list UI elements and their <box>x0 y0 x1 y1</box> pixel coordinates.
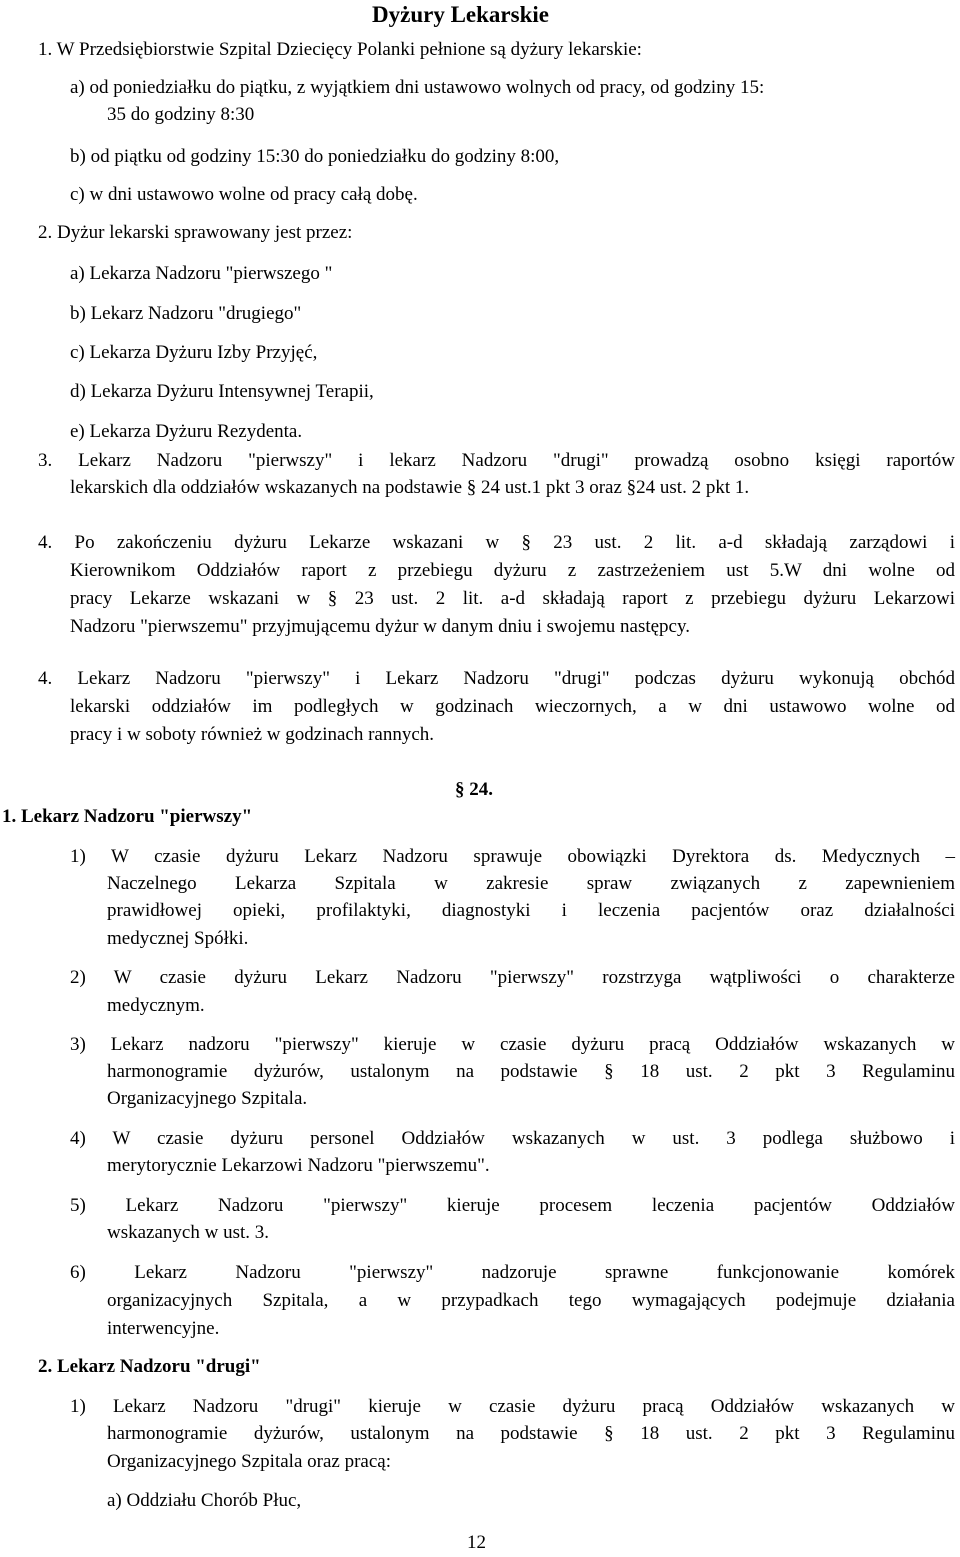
list-item-continuation: harmonogramie dyżurów, ustalonym na podstawie § 18 ust. 2 pkt 3 Regulaminu <box>107 1061 955 1082</box>
list-item: d) Lekarza Dyżuru Intensywnej Terapii, <box>70 381 374 402</box>
paragraph-line: 4. Lekarz Nadzoru "pierwszy" i Lekarz Nadzoru "drugi" podczas dyżuru wykonują obchód <box>38 668 955 689</box>
paragraph-line: lekarskich dla oddziałów wskazanych na podstawie § 24 ust.1 pkt 3 oraz §24 ust. 2 pkt 1. <box>70 477 750 498</box>
list-item-continuation: harmonogramie dyżurów, ustalonym na podstawie § 18 ust. 2 pkt 3 Regulaminu <box>107 1423 955 1444</box>
paragraph-line: 3. Lekarz Nadzoru "pierwszy" i lekarz Nadzoru "drugi" prowadzą osobno księgi raportów <box>38 450 955 471</box>
list-item: a) Lekarza Nadzoru "pierwszego " <box>70 263 333 284</box>
subheading-supervisor-first: 1. Lekarz Nadzoru "pierwszy" <box>2 806 253 827</box>
section-2-intro: 2. Dyżur lekarski sprawowany jest przez: <box>38 222 353 243</box>
paragraph-line: Kierownikom Oddziałów raport z przebiegu dyżuru z zastrzeżeniem ust 5.W dni wolne od <box>70 560 955 581</box>
list-item-continuation: merytorycznie Lekarzowi Nadzoru "pierwszemu". <box>107 1155 490 1176</box>
list-item-continuation: organizacyjnych Szpitala, a w przypadkach tego wymagających podejmuje działania <box>107 1290 955 1311</box>
paragraph-line: lekarski oddziałów im podległych w godzinach wieczornych, a w dni ustawowo wolne od <box>70 696 955 717</box>
list-item: b) od piątku od godziny 15:30 do poniedziałku do godziny 8:00, <box>70 146 560 167</box>
list-item-continuation: medycznej Spółki. <box>107 928 249 949</box>
list-item: c) w dni ustawowo wolne od pracy całą dobę. <box>70 184 418 205</box>
list-item: 1) W czasie dyżuru Lekarz Nadzoru sprawuje obowiązki Dyrektora ds. Medycznych – <box>70 846 955 867</box>
list-item-continuation: interwencyjne. <box>107 1318 220 1339</box>
list-item: 5) Lekarz Nadzoru "pierwszy" kieruje procesem leczenia pacjentów Oddziałów <box>70 1195 955 1216</box>
list-item-continuation: 35 do godziny 8:30 <box>107 104 255 125</box>
list-item: c) Lekarza Dyżuru Izby Przyjęć, <box>70 342 318 363</box>
list-item-continuation: wskazanych w ust. 3. <box>107 1222 269 1243</box>
paragraph-line: Nadzoru "pierwszemu" przyjmującemu dyżur w danym dniu i swojemu następcy. <box>70 616 690 637</box>
paragraph-line: pracy i w soboty również w godzinach rannych. <box>70 724 435 745</box>
list-item: 6) Lekarz Nadzoru "pierwszy" nadzoruje sprawne funkcjonowanie komórek <box>70 1262 955 1283</box>
paragraph-line: pracy Lekarze wskazani w § 23 ust. 2 lit. a-d składają raport z przebiegu dyżuru Lekarzowi <box>70 588 955 609</box>
list-item: 1) Lekarz Nadzoru "drugi" kieruje w czasie dyżuru pracą Oddziałów wskazanych w <box>70 1396 955 1417</box>
list-item-continuation: Organizacyjnego Szpitala. <box>107 1088 308 1109</box>
list-item: 2) W czasie dyżuru Lekarz Nadzoru "pierwszy" rozstrzyga wątpliwości o charakterze <box>70 967 955 988</box>
paragraph-line: 4. Po zakończeniu dyżuru Lekarze wskazani w § 23 ust. 2 lit. a-d składają zarządowi i <box>38 532 955 553</box>
list-item: 4) W czasie dyżuru personel Oddziałów wskazanych w ust. 3 podlega służbowo i <box>70 1128 955 1149</box>
list-item-continuation: medycznym. <box>107 995 205 1016</box>
list-item: b) Lekarz Nadzoru "drugiego" <box>70 303 302 324</box>
list-item-continuation: prawidłowej opieki, profilaktyki, diagnostyki i leczenia pacjentów oraz działalności <box>107 900 955 921</box>
section-1-intro: 1. W Przedsiębiorstwie Szpital Dziecięcy Polanki pełnione są dyżury lekarskie: <box>38 39 642 60</box>
subheading-supervisor-second: 2. Lekarz Nadzoru "drugi" <box>38 1356 261 1377</box>
list-item-continuation: Organizacyjnego Szpitala oraz pracą: <box>107 1451 391 1472</box>
section-mark-24: § 24. <box>455 779 493 800</box>
list-item: a) od poniedziałku do piątku, z wyjątkiem dni ustawowo wolnych od pracy, od godziny 15: <box>70 77 765 98</box>
list-item-continuation: Naczelnego Lekarza Szpitala w zakresie spraw związanych z zapewnieniem <box>107 873 955 894</box>
page-number: 12 <box>467 1532 486 1553</box>
list-item: 3) Lekarz nadzoru "pierwszy" kieruje w czasie dyżuru pracą Oddziałów wskazanych w <box>70 1034 955 1055</box>
list-item: e) Lekarza Dyżuru Rezydenta. <box>70 421 303 442</box>
document-title: Dyżury Lekarskie <box>372 2 549 27</box>
list-item: a) Oddziału Chorób Płuc, <box>107 1490 302 1511</box>
